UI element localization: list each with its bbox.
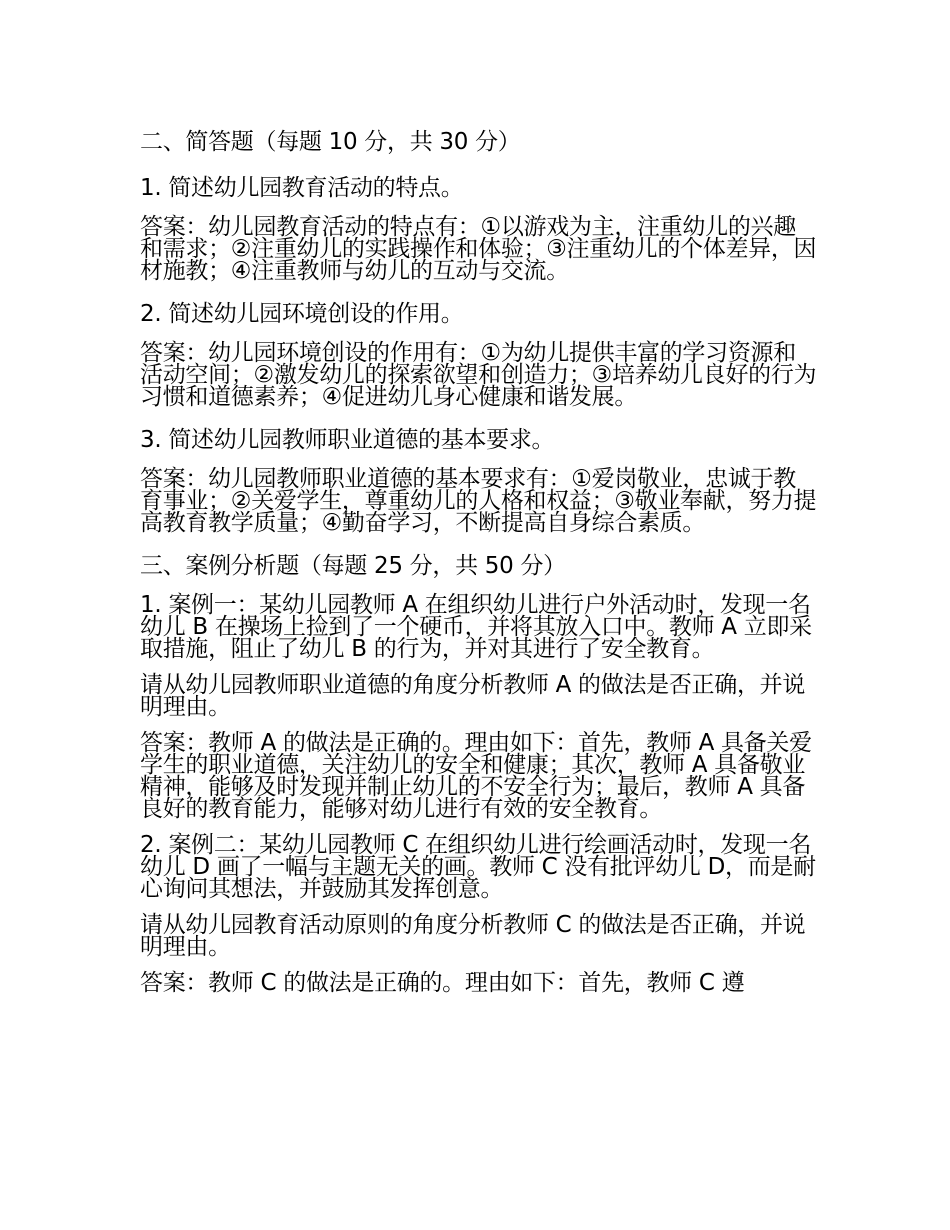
answer-2: 答案：幼儿园环境创设的作用有：①为幼儿提供丰富的学习资源和活动空间；②激发幼儿的探索欲望和创造力；③培养幼儿良好的行为习惯和道德素养；④促进幼儿身心健康和谐发展。 bbox=[140, 340, 817, 410]
case-2-question: 请从幼儿园教育活动原则的角度分析教师 C 的做法是否正确，并说明理由。 bbox=[140, 912, 806, 960]
answer-3: 答案：幼儿园教师职业道德的基本要求有：①爱岗敬业，忠诚于教育事业；②关爱学生，尊重幼儿的人格和权益；③敬业奉献，努力提高教育教学质量；④勤奋学习，不断提高自身综合素质。 bbox=[140, 466, 817, 536]
section3-title: 三、案例分析题（每题 25 分，共 50 分） bbox=[140, 553, 566, 579]
case-1-answer: 答案：教师 A 的做法是正确的。理由如下：首先，教师 A 具备关爱学生的职业道德，关注幼儿的安全和健康；其次，教师 A 具备敬业精神，能够及时发现并制止幼儿的不安全行为；最后，教师 A 具备良好的教育能力，能够对幼儿进行有效的安全教育。 bbox=[140, 730, 812, 822]
question-3: 3. 简述幼儿园教师职业道德的基本要求。 bbox=[140, 427, 555, 453]
question-1: 1. 简述幼儿园教育活动的特点。 bbox=[140, 175, 464, 201]
case-2-text: 2. 案例二：某幼儿园教师 C 在组织幼儿进行绘画活动时，发现一名幼儿 D 画了一幅与主题无关的画。教师 C 没有批评幼儿 D，而是耐心询问其想法，并鼓励其发挥创意。 bbox=[140, 832, 816, 902]
section2-title: 二、简答题（每题 10 分，共 30 分） bbox=[140, 129, 521, 155]
question-2: 2. 简述幼儿园环境创设的作用。 bbox=[140, 301, 464, 327]
answer-1: 答案：幼儿园教育活动的特点有：①以游戏为主，注重幼儿的兴趣和需求；②注重幼儿的实践操作和体验；③注重幼儿的个体差异，因材施教；④注重教师与幼儿的互动与交流。 bbox=[140, 214, 817, 284]
case-2-answer: 答案：教师 C 的做法是正确的。理由如下：首先，教师 C 遵 bbox=[140, 970, 745, 996]
case-1-question: 请从幼儿园教师职业道德的角度分析教师 A 的做法是否正确，并说明理由。 bbox=[140, 672, 806, 720]
document-page bbox=[140, 124, 818, 1008]
case-1-text: 1. 案例一：某幼儿园教师 A 在组织幼儿进行户外活动时，发现一名幼儿 B 在操场上捡到了一个硬币，并将其放入口中。教师 A 立即采取措施，阻止了幼儿 B 的行为，并对其进行了安全教育。 bbox=[140, 592, 812, 662]
